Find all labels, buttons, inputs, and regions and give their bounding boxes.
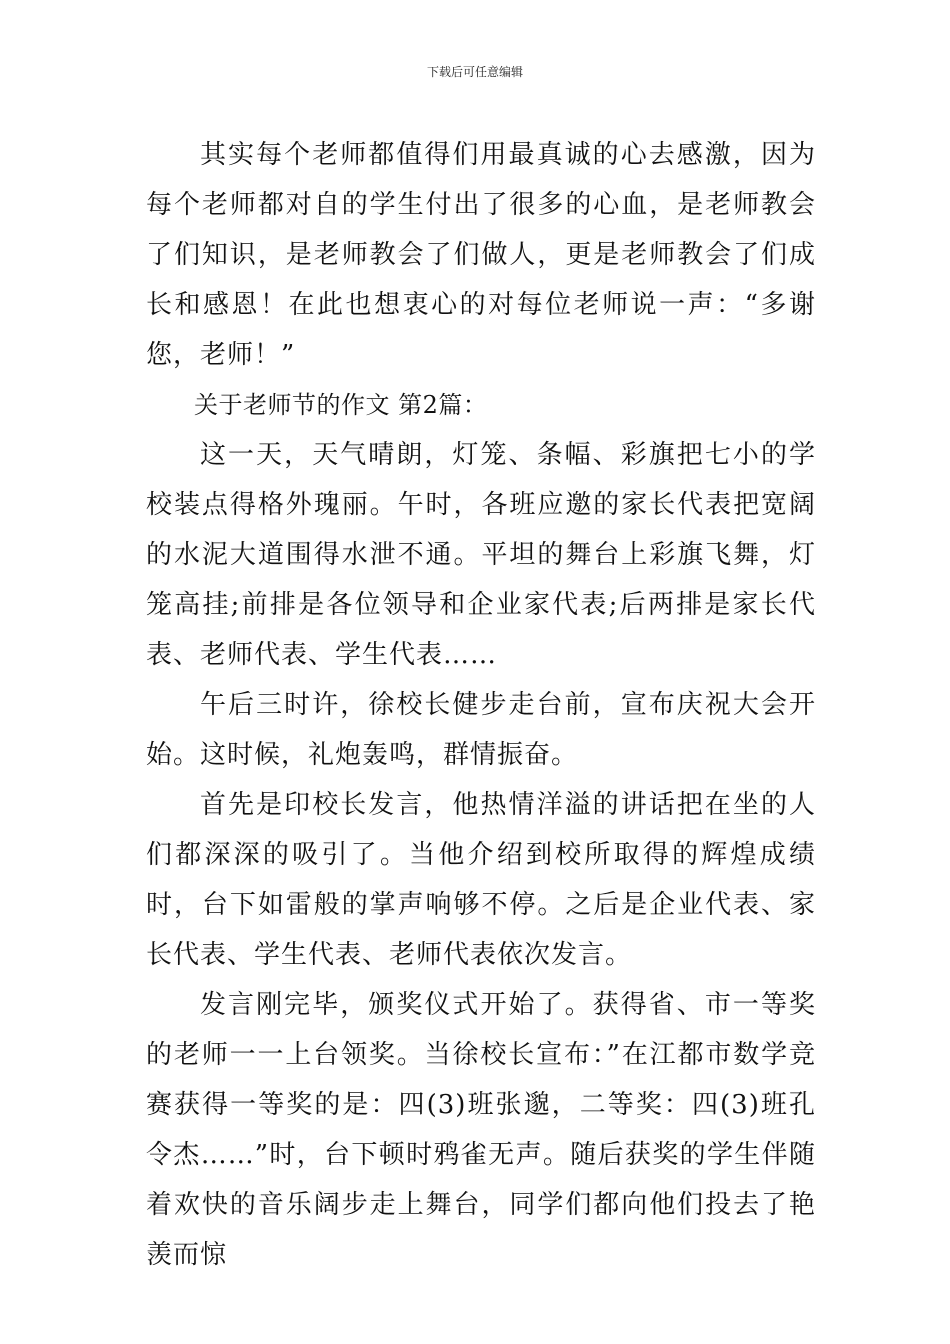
- paragraph: 午后三时许，徐校长健步走台前，宣布庆祝大会开始。这时候，礼炮轰鸣，群情振奋。: [146, 690, 816, 770]
- paragraph: 发言刚完毕，颁奖仪式开始了。获得省、市一等奖的老师一一上台领奖。当徐校长宣布：”在江都市数学竞赛获得一等奖的是：四(3)班张邈，二等奖：四(3)班孔令杰……”时，台下顿时鸦雀无声。随后获奖的学生伴随着欢快的音乐阔步走上舞台，同学们都向他们投去了艳羡而惊: [146, 990, 816, 1270]
- section-heading: 关于老师节的作文 第2篇：: [194, 391, 488, 419]
- page-header: 下载后可任意编辑: [426, 65, 523, 79]
- paragraph: 首先是印校长发言，他热情洋溢的讲话把在坐的人们都深深的吸引了。当他介绍到校所取得的辉煌成绩时，台下如雷般的掌声响够不停。之后是企业代表、家长代表、学生代表、老师代表依次发言。: [146, 790, 816, 970]
- document-body: [146, 130, 816, 1280]
- paragraph: 这一天，天气晴朗，灯笼、条幅、彩旗把七小的学校装点得格外瑰丽。午时，各班应邀的家长代表把宽阔的水泥大道围得水泄不通。平坦的舞台上彩旗飞舞，灯笼高挂;前排是各位领导和企业家代表;后两排是家长代表、老师代表、学生代表……: [146, 440, 816, 670]
- paragraph: 其实每个老师都值得们用最真诚的心去感激，因为每个老师都对自的学生付出了很多的心血，是老师教会了们知识，是老师教会了们做人，更是老师教会了们成长和感恩！在此也想衷心的对每位老师说一声：“多谢您，老师！”: [146, 140, 816, 370]
